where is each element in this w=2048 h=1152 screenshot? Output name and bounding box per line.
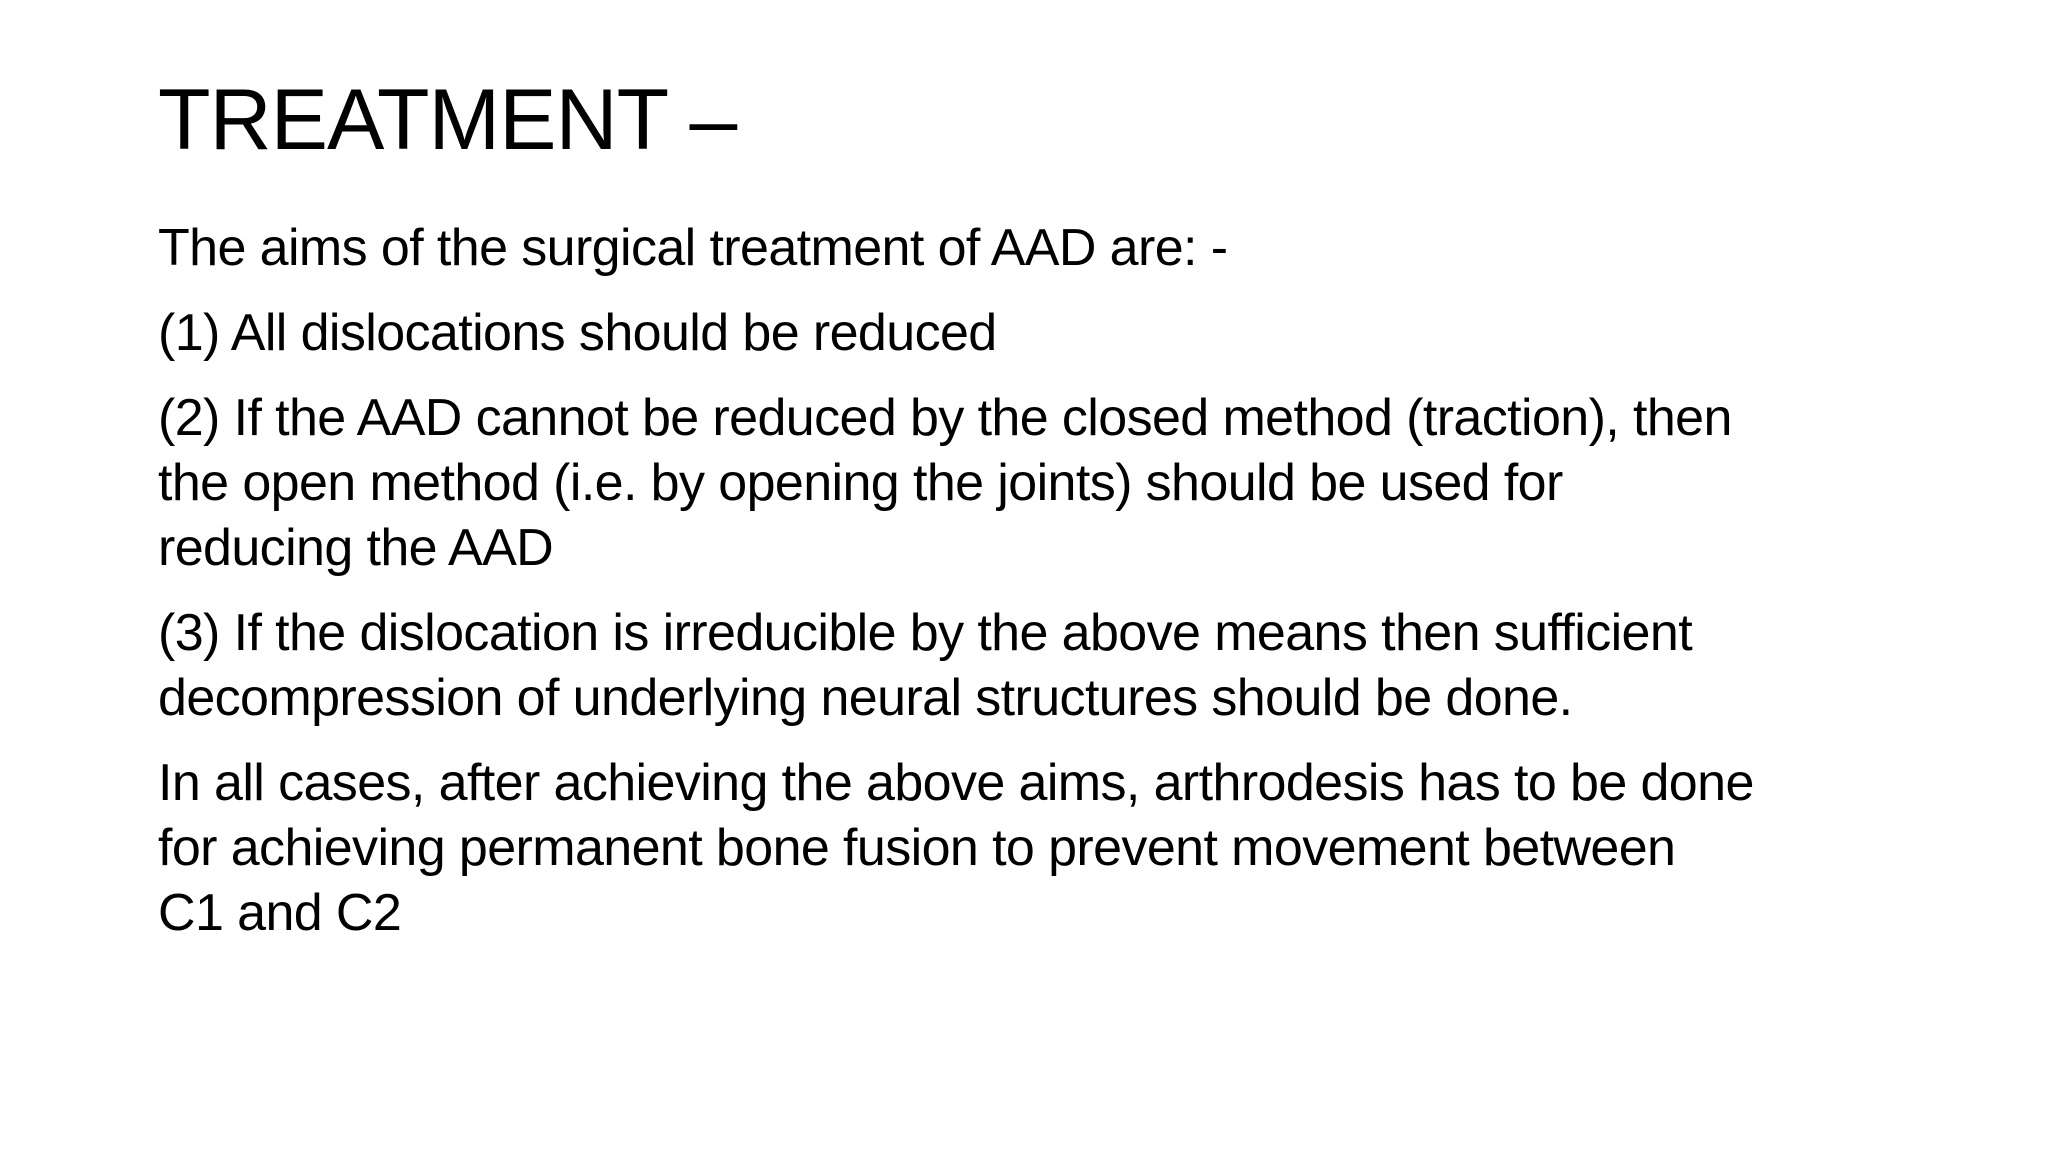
text-line: (3) If the dislocation is irreducible by the above means then sufficient xyxy=(158,604,1693,662)
text-line: The aims of the surgical treatment of AAD are: - xyxy=(158,219,1228,277)
aim-1-paragraph xyxy=(158,301,1918,366)
text-line: for achieving permanent bone fusion to prevent movement between xyxy=(158,819,1676,877)
text-line: (1) All dislocations should be reduced xyxy=(158,304,997,362)
aim-2-paragraph xyxy=(158,386,1918,581)
aim-3-paragraph xyxy=(158,601,1918,731)
intro-paragraph xyxy=(158,216,1918,281)
text-line: the open method (i.e. by opening the joints) should be used for xyxy=(158,454,1563,512)
text-line: In all cases, after achieving the above aims, arthrodesis has to be done xyxy=(158,754,1754,812)
slide-title: TREATMENT – xyxy=(158,72,737,168)
slide-body xyxy=(158,216,1918,966)
text-line: reducing the AAD xyxy=(158,519,554,577)
text-line: (2) If the AAD cannot be reduced by the closed method (traction), then xyxy=(158,389,1732,447)
conclusion-paragraph xyxy=(158,751,1918,946)
text-line: C1 and C2 xyxy=(158,884,402,942)
text-line: decompression of underlying neural structures should be done. xyxy=(158,669,1573,727)
